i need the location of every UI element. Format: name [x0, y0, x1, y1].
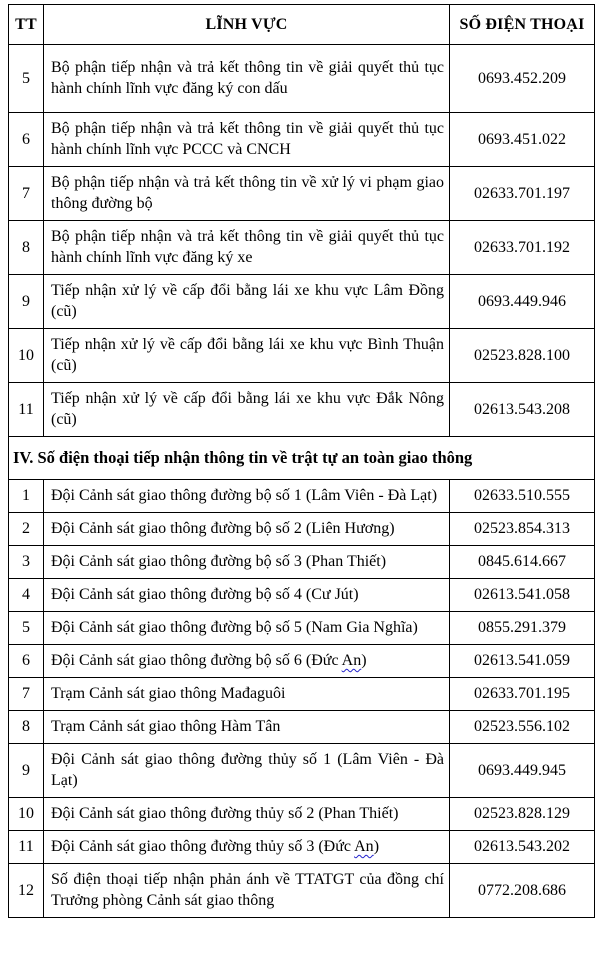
phone-directory-table	[8, 4, 595, 918]
field-cell: Đội Cảnh sát giao thông đường thủy số 1 (Lâm Viên - Đà Lạt)	[44, 744, 450, 798]
table-row	[9, 513, 595, 546]
row-number-cell: 9	[9, 275, 44, 329]
table-row	[9, 612, 595, 645]
field-cell: Tiếp nhận xử lý về cấp đổi bằng lái xe khu vực Đắk Nông (cũ)	[44, 383, 450, 437]
phone-number-cell: 0693.452.209	[450, 45, 595, 113]
field-cell: Trạm Cảnh sát giao thông Hàm Tân	[44, 711, 450, 744]
phone-number-cell: 02633.701.192	[450, 221, 595, 275]
phone-number-cell: 0855.291.379	[450, 612, 595, 645]
row-number-cell: 6	[9, 645, 44, 678]
row-number-cell: 1	[9, 480, 44, 513]
table-row	[9, 167, 595, 221]
field-cell: Tiếp nhận xử lý về cấp đổi bằng lái xe khu vực Lâm Đồng (cũ)	[44, 275, 450, 329]
table-row	[9, 864, 595, 918]
table-row	[9, 480, 595, 513]
table-row	[9, 744, 595, 798]
field-cell: Đội Cảnh sát giao thông đường thủy số 3 (Đức An)	[44, 831, 450, 864]
row-number-cell: 5	[9, 45, 44, 113]
table-row	[9, 546, 595, 579]
spellcheck-squiggle: An	[354, 838, 374, 855]
field-cell: Bộ phận tiếp nhận và trả kết thông tin về xử lý vi phạm giao thông đường bộ	[44, 167, 450, 221]
row-number-cell: 8	[9, 711, 44, 744]
field-cell: Bộ phận tiếp nhận và trả kết thông tin về giải quyết thủ tục hành chính lĩnh vực đăng ký xe	[44, 221, 450, 275]
field-cell: Đội Cảnh sát giao thông đường bộ số 3 (Phan Thiết)	[44, 546, 450, 579]
table-header-row	[9, 5, 595, 45]
phone-number-cell: 02613.541.059	[450, 645, 595, 678]
section-2-rows	[9, 480, 595, 918]
field-cell: Đội Cảnh sát giao thông đường bộ số 1 (Lâm Viên - Đà Lạt)	[44, 480, 450, 513]
table-row	[9, 678, 595, 711]
table-row	[9, 113, 595, 167]
section-iv-header-row	[9, 437, 595, 480]
phone-number-cell: 02613.543.208	[450, 383, 595, 437]
phone-number-cell: 02523.556.102	[450, 711, 595, 744]
section-iv-title: IV. Số điện thoại tiếp nhận thông tin về trật tự an toàn giao thông	[9, 437, 595, 480]
row-number-cell: 4	[9, 579, 44, 612]
phone-number-cell: 02613.543.202	[450, 831, 595, 864]
table-row	[9, 383, 595, 437]
phone-number-cell: 02633.701.197	[450, 167, 595, 221]
table-row	[9, 645, 595, 678]
row-number-cell: 7	[9, 167, 44, 221]
field-cell: Đội Cảnh sát giao thông đường bộ số 6 (Đức An)	[44, 645, 450, 678]
phone-number-cell: 02633.510.555	[450, 480, 595, 513]
phone-number-cell: 0845.614.667	[450, 546, 595, 579]
phone-number-cell: 0693.451.022	[450, 113, 595, 167]
field-cell: Đội Cảnh sát giao thông đường bộ số 4 (Cư Jút)	[44, 579, 450, 612]
phone-number-cell: 02613.541.058	[450, 579, 595, 612]
phone-number-cell: 0772.208.686	[450, 864, 595, 918]
field-cell: Đội Cảnh sát giao thông đường thủy số 2 (Phan Thiết)	[44, 798, 450, 831]
phone-number-cell: 02523.828.129	[450, 798, 595, 831]
table-row	[9, 275, 595, 329]
phone-number-cell: 0693.449.946	[450, 275, 595, 329]
header-tt: TT	[9, 5, 44, 45]
table-row	[9, 711, 595, 744]
row-number-cell: 10	[9, 798, 44, 831]
field-cell: Đội Cảnh sát giao thông đường bộ số 2 (Liên Hương)	[44, 513, 450, 546]
field-cell: Tiếp nhận xử lý về cấp đổi bằng lái xe khu vực Bình Thuận (cũ)	[44, 329, 450, 383]
field-cell: Số điện thoại tiếp nhận phản ánh về TTATGT của đồng chí Trưởng phòng Cảnh sát giao thông	[44, 864, 450, 918]
phone-number-cell: 0693.449.945	[450, 744, 595, 798]
row-number-cell: 7	[9, 678, 44, 711]
table-row	[9, 329, 595, 383]
table-row	[9, 798, 595, 831]
section-iv-header	[9, 437, 595, 480]
row-number-cell: 6	[9, 113, 44, 167]
phone-number-cell: 02523.828.100	[450, 329, 595, 383]
field-cell: Trạm Cảnh sát giao thông Mađaguôi	[44, 678, 450, 711]
row-number-cell: 5	[9, 612, 44, 645]
field-cell: Đội Cảnh sát giao thông đường bộ số 5 (Nam Gia Nghĩa)	[44, 612, 450, 645]
row-number-cell: 11	[9, 383, 44, 437]
row-number-cell: 11	[9, 831, 44, 864]
row-number-cell: 10	[9, 329, 44, 383]
phone-number-cell: 02523.854.313	[450, 513, 595, 546]
header-so-dien-thoai: SỐ ĐIỆN THOẠI	[450, 5, 595, 45]
section-1-rows	[9, 45, 595, 437]
header-linh-vuc: LĨNH VỰC	[44, 5, 450, 45]
row-number-cell: 8	[9, 221, 44, 275]
row-number-cell: 2	[9, 513, 44, 546]
field-cell: Bộ phận tiếp nhận và trả kết thông tin về giải quyết thủ tục hành chính lĩnh vực đăng ký con dấu	[44, 45, 450, 113]
row-number-cell: 9	[9, 744, 44, 798]
table-row	[9, 579, 595, 612]
table-row	[9, 831, 595, 864]
field-cell: Bộ phận tiếp nhận và trả kết thông tin về giải quyết thủ tục hành chính lĩnh vực PCCC và CNCH	[44, 113, 450, 167]
row-number-cell: 12	[9, 864, 44, 918]
spellcheck-squiggle: An	[341, 652, 362, 669]
table-row	[9, 45, 595, 113]
row-number-cell: 3	[9, 546, 44, 579]
table-row	[9, 221, 595, 275]
phone-number-cell: 02633.701.195	[450, 678, 595, 711]
